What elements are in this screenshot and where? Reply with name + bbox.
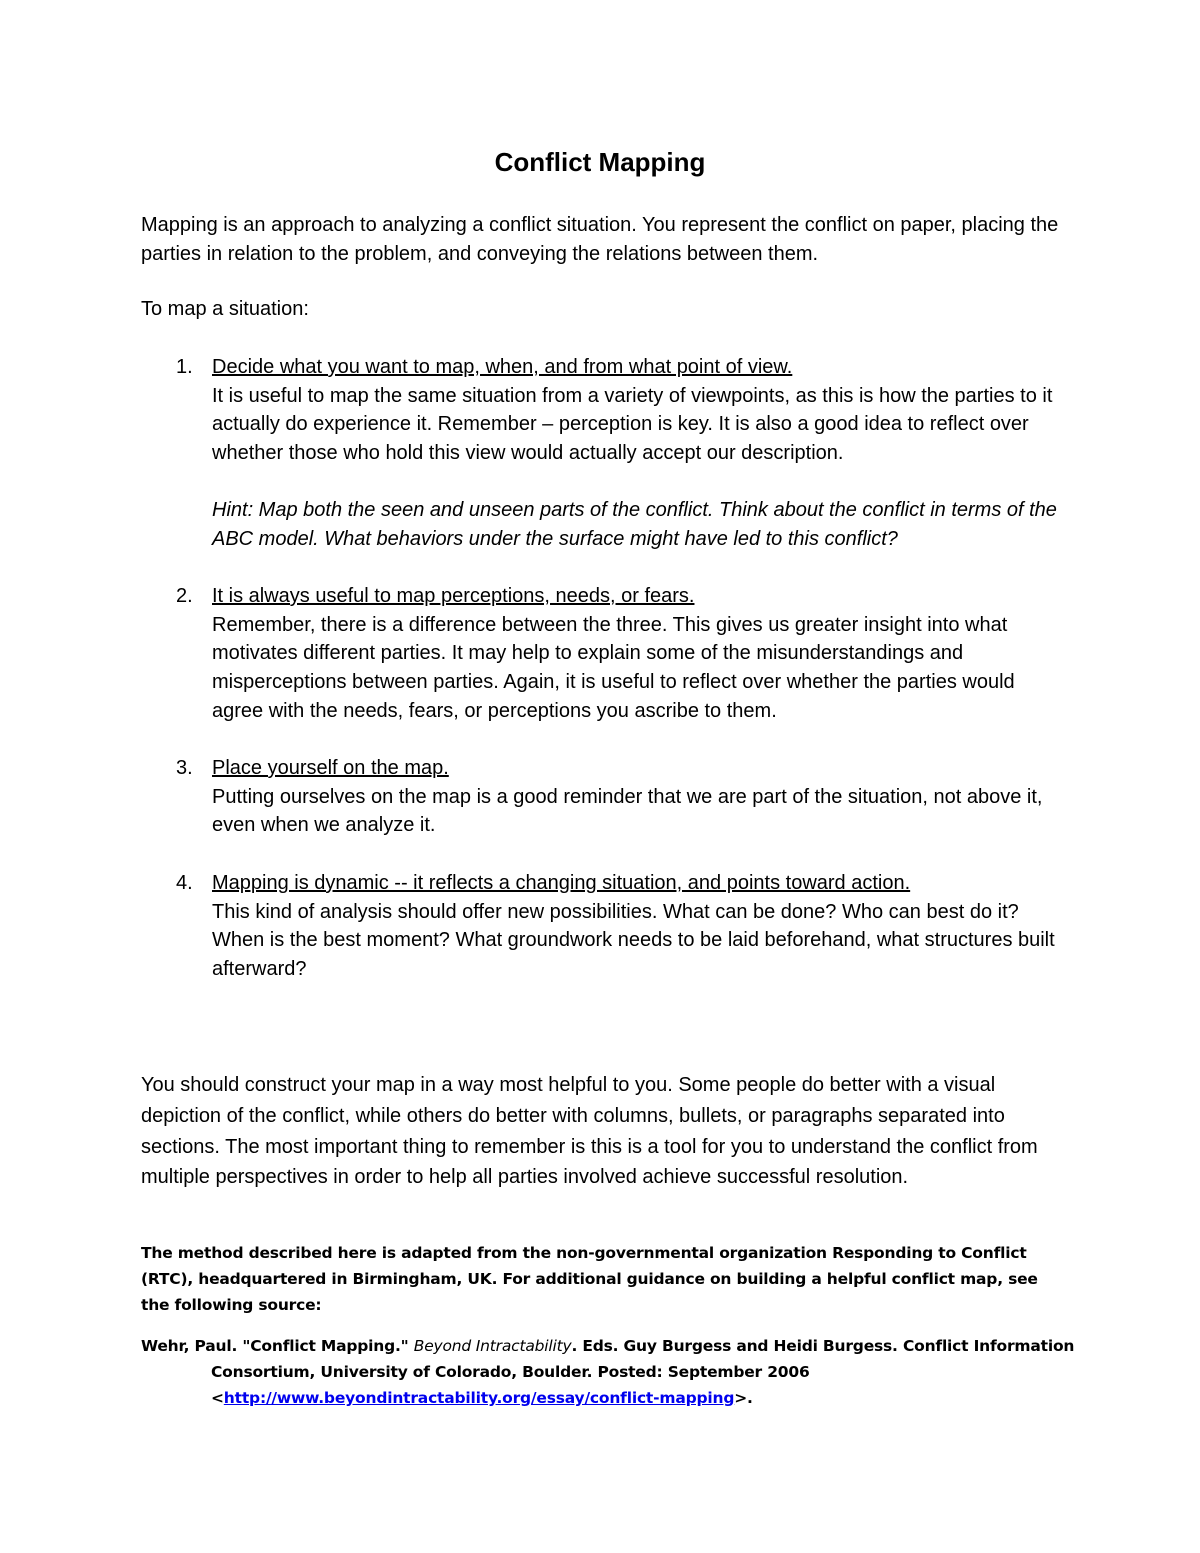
step-number: 4. xyxy=(176,871,193,894)
step-number: 3. xyxy=(176,757,193,780)
list-item xyxy=(141,582,1061,725)
step-heading: It is always useful to map perceptions, needs, or fears. xyxy=(212,585,695,608)
step-number: 1. xyxy=(176,356,193,378)
citation-link[interactable]: http://www.beyondintractability.org/essay/conflict-mapping xyxy=(223,1389,735,1407)
source-note: The method described here is adapted from the non-governmental organization Responding to Conflict (RTC), headquartered in Birmingham, UK. For additional guidance on building a helpful conflict map, see the following source: xyxy=(141,1244,1038,1314)
step-heading: Place yourself on the map. xyxy=(212,757,449,780)
step-description: It is useful to map the same situation from a variety of viewpoints, as this is how the parties to it actually do experience it. Remember – perception is key. It is also a good idea to reflect over whether those who hold this view would actually accept our description. xyxy=(212,384,1053,464)
list-item xyxy=(141,353,1061,553)
intro-paragraph: Mapping is an approach to analyzing a conflict situation. You represent the conflict on paper, placing the parties in relation to the problem, and conveying the relations between them. xyxy=(141,214,1059,265)
citation-link-close: >. xyxy=(734,1389,753,1407)
closing-paragraph: You should construct your map in a way most helpful to you. Some people do better with a visual depiction of the conflict, while others do better with columns, bullets, or paragraphs separated into sections. The most important thing to remember is this is a tool for you to understand the conflict from multiple perspectives in order to help all parties involved achieve successful resolution. xyxy=(141,1074,1038,1189)
list-item xyxy=(141,754,1061,840)
step-description: This kind of analysis should offer new possibilities. What can be done? Who can best do it? When is the best moment? What groundwork needs to be laid beforehand, what structures built afterward? xyxy=(212,900,1055,980)
page-title: Conflict Mapping xyxy=(494,147,706,177)
citation-details: . Eds. Guy Burgess and Heidi Burgess. Conflict Information Consortium, University of Colorado, Boulder. Posted: September 2006 xyxy=(211,1337,1075,1381)
steps-list xyxy=(141,353,1061,1012)
list-item xyxy=(141,869,1061,983)
citation-book-title: Beyond Intractability xyxy=(413,1337,572,1355)
step-number: 2. xyxy=(176,585,193,608)
to-map-label: To map a situation: xyxy=(141,298,309,320)
step-heading: Mapping is dynamic -- it reflects a changing situation, and points toward action. xyxy=(212,871,911,894)
citation-author-title: Wehr, Paul. "Conflict Mapping." xyxy=(141,1337,409,1355)
step-hint: Hint: Map both the seen and unseen parts of the conflict. Think about the conflict in terms of the ABC model. What behaviors under the surface might have led to this conflict? xyxy=(212,498,1057,550)
step-description: Remember, there is a difference between the three. This gives us greater insight into what motivates different parties. It may help to explain some of the misunderstandings and misperceptions between parties. Again, it is useful to reflect over whether the parties would agree with the needs, fears, or perceptions you ascribe to them. xyxy=(212,613,1015,722)
citation-link-open: < xyxy=(211,1389,224,1407)
citation xyxy=(141,1333,1131,1411)
step-heading: Decide what you want to map, when, and from what point of view. xyxy=(212,356,793,378)
step-description: Putting ourselves on the map is a good reminder that we are part of the situation, not above it, even when we analyze it. xyxy=(212,785,1043,837)
